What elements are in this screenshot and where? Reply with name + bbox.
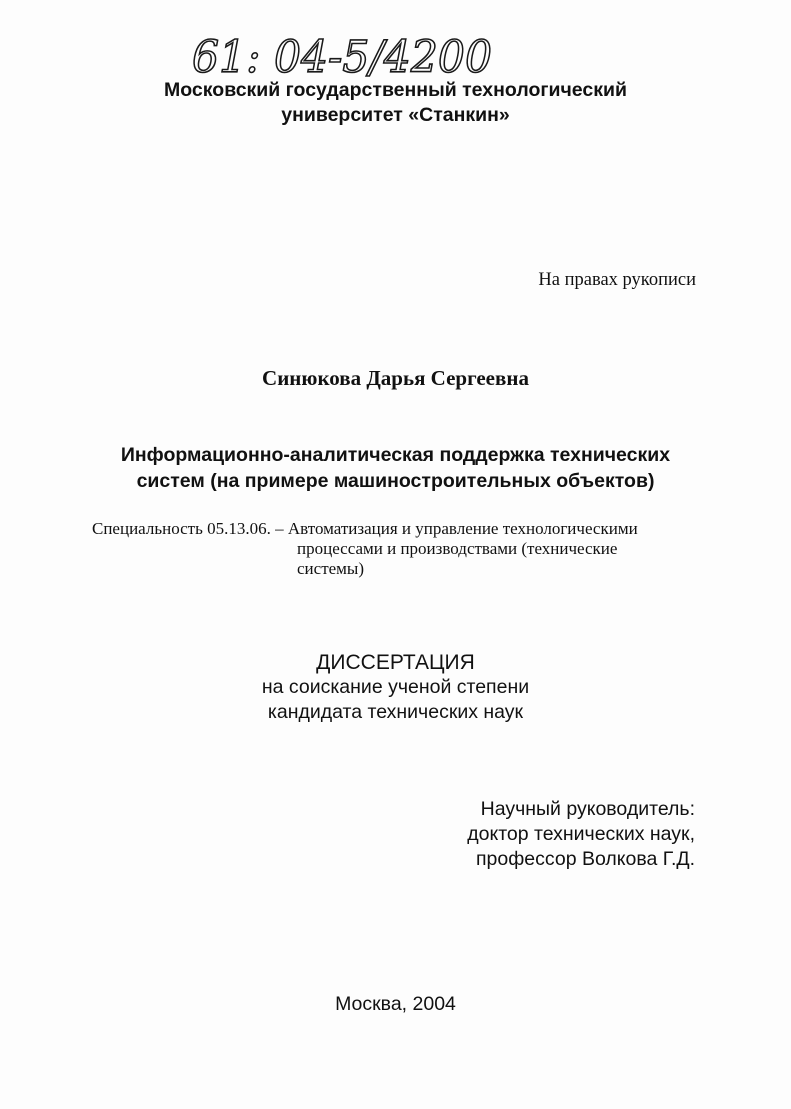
manuscript-note: На правах рукописи [538,270,696,290]
supervisor-line-2: доктор технических наук, [467,823,695,845]
supervisor-line-1: Научный руководитель: [480,798,695,820]
dissertation-line-2: кандидата технических наук [267,701,524,723]
dissertation-line-1: на соискание ученой степени [261,676,530,698]
university-line-2: университет «Станкин» [281,104,510,126]
title-line-1: Информационно-аналитическая поддержка технических [120,444,671,466]
supervisor-block [467,797,695,872]
specialty-continuation-1: процессами и производствами (технические [297,539,618,558]
university-name [0,78,791,128]
title-line-2: систем (на примере машиностроительных объектов) [136,470,655,492]
supervisor-line-3: профессор Волкова Г.Д. [476,848,695,870]
specialty-label: Специальность 05.13.06. – Автоматизация и управление технологическими [92,519,638,538]
place-and-year: Москва, 2004 [335,993,456,1015]
author-name: Синюкова Дарья Сергеевна [262,366,529,390]
svg-text:61: 04-5/4200: 61: 04-5/4200 [192,32,492,83]
dissertation-heading: ДИССЕРТАЦИЯ [316,651,475,674]
dissertation-title [0,442,791,494]
specialty [92,519,712,579]
university-line-1: Московский государственный технологический [164,79,627,101]
dissertation-block [0,650,791,725]
specialty-continuation-2: системы) [297,559,365,578]
